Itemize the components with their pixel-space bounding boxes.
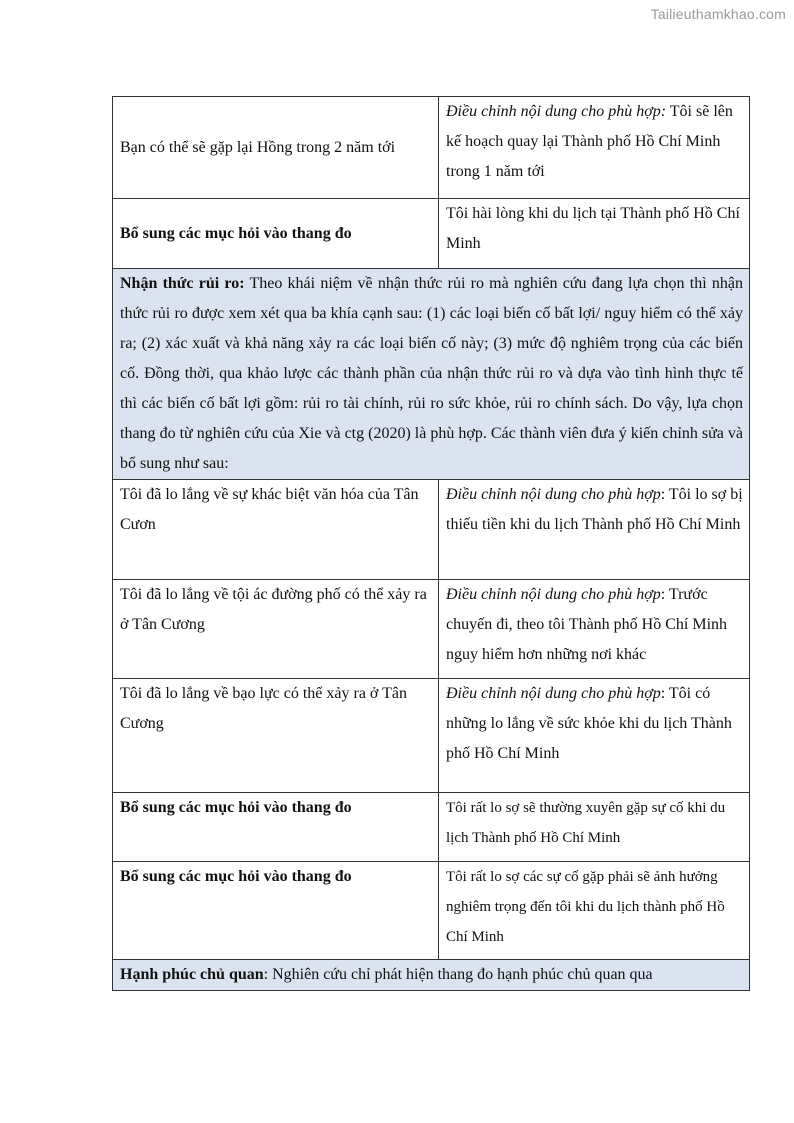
table-row [113,862,750,960]
scale-adjustment-table [112,96,750,991]
original-item-cell: Tôi đã lo lắng về bạo lực có thể xảy ra ở Tân Cương [113,679,439,793]
adjusted-item-cell: Tôi hài lòng khi du lịch tại Thành phố Hồ Chí Minh [439,199,750,269]
table-row [113,679,750,793]
section-row-subjective-wellbeing [113,960,750,991]
table-row [113,199,750,269]
section-cell [113,269,750,480]
table-row [113,480,750,580]
adjustment-label: Điều chỉnh nội dung cho phù hợp [446,486,661,503]
original-item-cell: Bạn có thể sẽ gặp lại Hồng trong 2 năm tới [113,97,439,199]
watermark: Tailieuthamkhao.com [650,6,786,22]
section-heading: Nhận thức rủi ro: [120,275,245,292]
adjusted-item-cell: Tôi rất lo sợ sẽ thường xuyên gặp sự cố khi du lịch Thành phố Hồ Chí Minh [439,793,750,862]
original-item-cell: Bổ sung các mục hỏi vào thang đo [113,862,439,960]
section-text: : Nghiên cứu chỉ phát hiện thang đo hạnh phúc chủ quan qua [263,966,653,983]
section-text: Theo khái niệm về nhận thức rủi ro mà nghiên cứu đang lựa chọn thì nhận thức rủi ro được xem xét qua ba khía cạnh sau: (1) các loại biến cố bất lợi/ nguy hiểm có thể xảy ra; (2) xác xuất và khả năng xảy ra các loại biến cố này; (3) mức độ nghiêm trọng của các biến cố. Đồng thời, qua khảo lược các thành phần của nhận thức rủi ro và dựa vào tình hình thực tế thì các biến cố bất lợi gồm: rủi ro tài chính, rủi ro sức khỏe, rủi ro chính sách. Do vậy, lựa chọn thang đo từ nghiên cứu của Xie và ctg (2020) là phù hợp. Các thành viên đưa ý kiến chỉnh sửa và bổ sung như sau: [120,275,743,472]
adjustment-label: Điều chỉnh nội dung cho phù hợp: [446,103,667,120]
section-cell [113,960,750,991]
table-row [113,580,750,679]
adjustment-label: Điều chỉnh nội dung cho phù hợp [446,685,661,702]
table-row [113,97,750,199]
section-row-risk-perception [113,269,750,480]
original-item-cell: Tôi đã lo lắng về sự khác biệt văn hóa của Tân Cươn [113,480,439,580]
table-row [113,793,750,862]
original-item-cell: Tôi đã lo lắng về tội ác đường phố có thể xảy ra ở Tân Cương [113,580,439,679]
original-item-cell: Bổ sung các mục hỏi vào thang đo [113,793,439,862]
original-item-cell: Bổ sung các mục hỏi vào thang đo [113,199,439,269]
adjusted-item-cell: Điều chỉnh nội dung cho phù hợp: Tôi có những lo lắng về sức khỏe khi du lịch Thành phố Hồ Chí Minh [439,679,750,793]
adjusted-item-cell: Điều chỉnh nội dung cho phù hợp: Tôi sẽ lên kế hoạch quay lại Thành phố Hồ Chí Minh trong 1 năm tới [439,97,750,199]
adjusted-item-cell: Điều chỉnh nội dung cho phù hợp: Trước chuyến đi, theo tôi Thành phố Hồ Chí Minh nguy hiểm hơn những nơi khác [439,580,750,679]
adjusted-item-cell: Tôi rất lo sợ các sự cố gặp phải sẽ ảnh hưởng nghiêm trọng đến tôi khi du lịch thành phố Hồ Chí Minh [439,862,750,960]
adjusted-item-cell: Điều chỉnh nội dung cho phù hợp: Tôi lo sợ bị thiếu tiền khi du lịch Thành phố Hồ Chí Minh [439,480,750,580]
adjustment-label: Điều chỉnh nội dung cho phù hợp [446,586,661,603]
section-heading: Hạnh phúc chủ quan [120,966,264,983]
